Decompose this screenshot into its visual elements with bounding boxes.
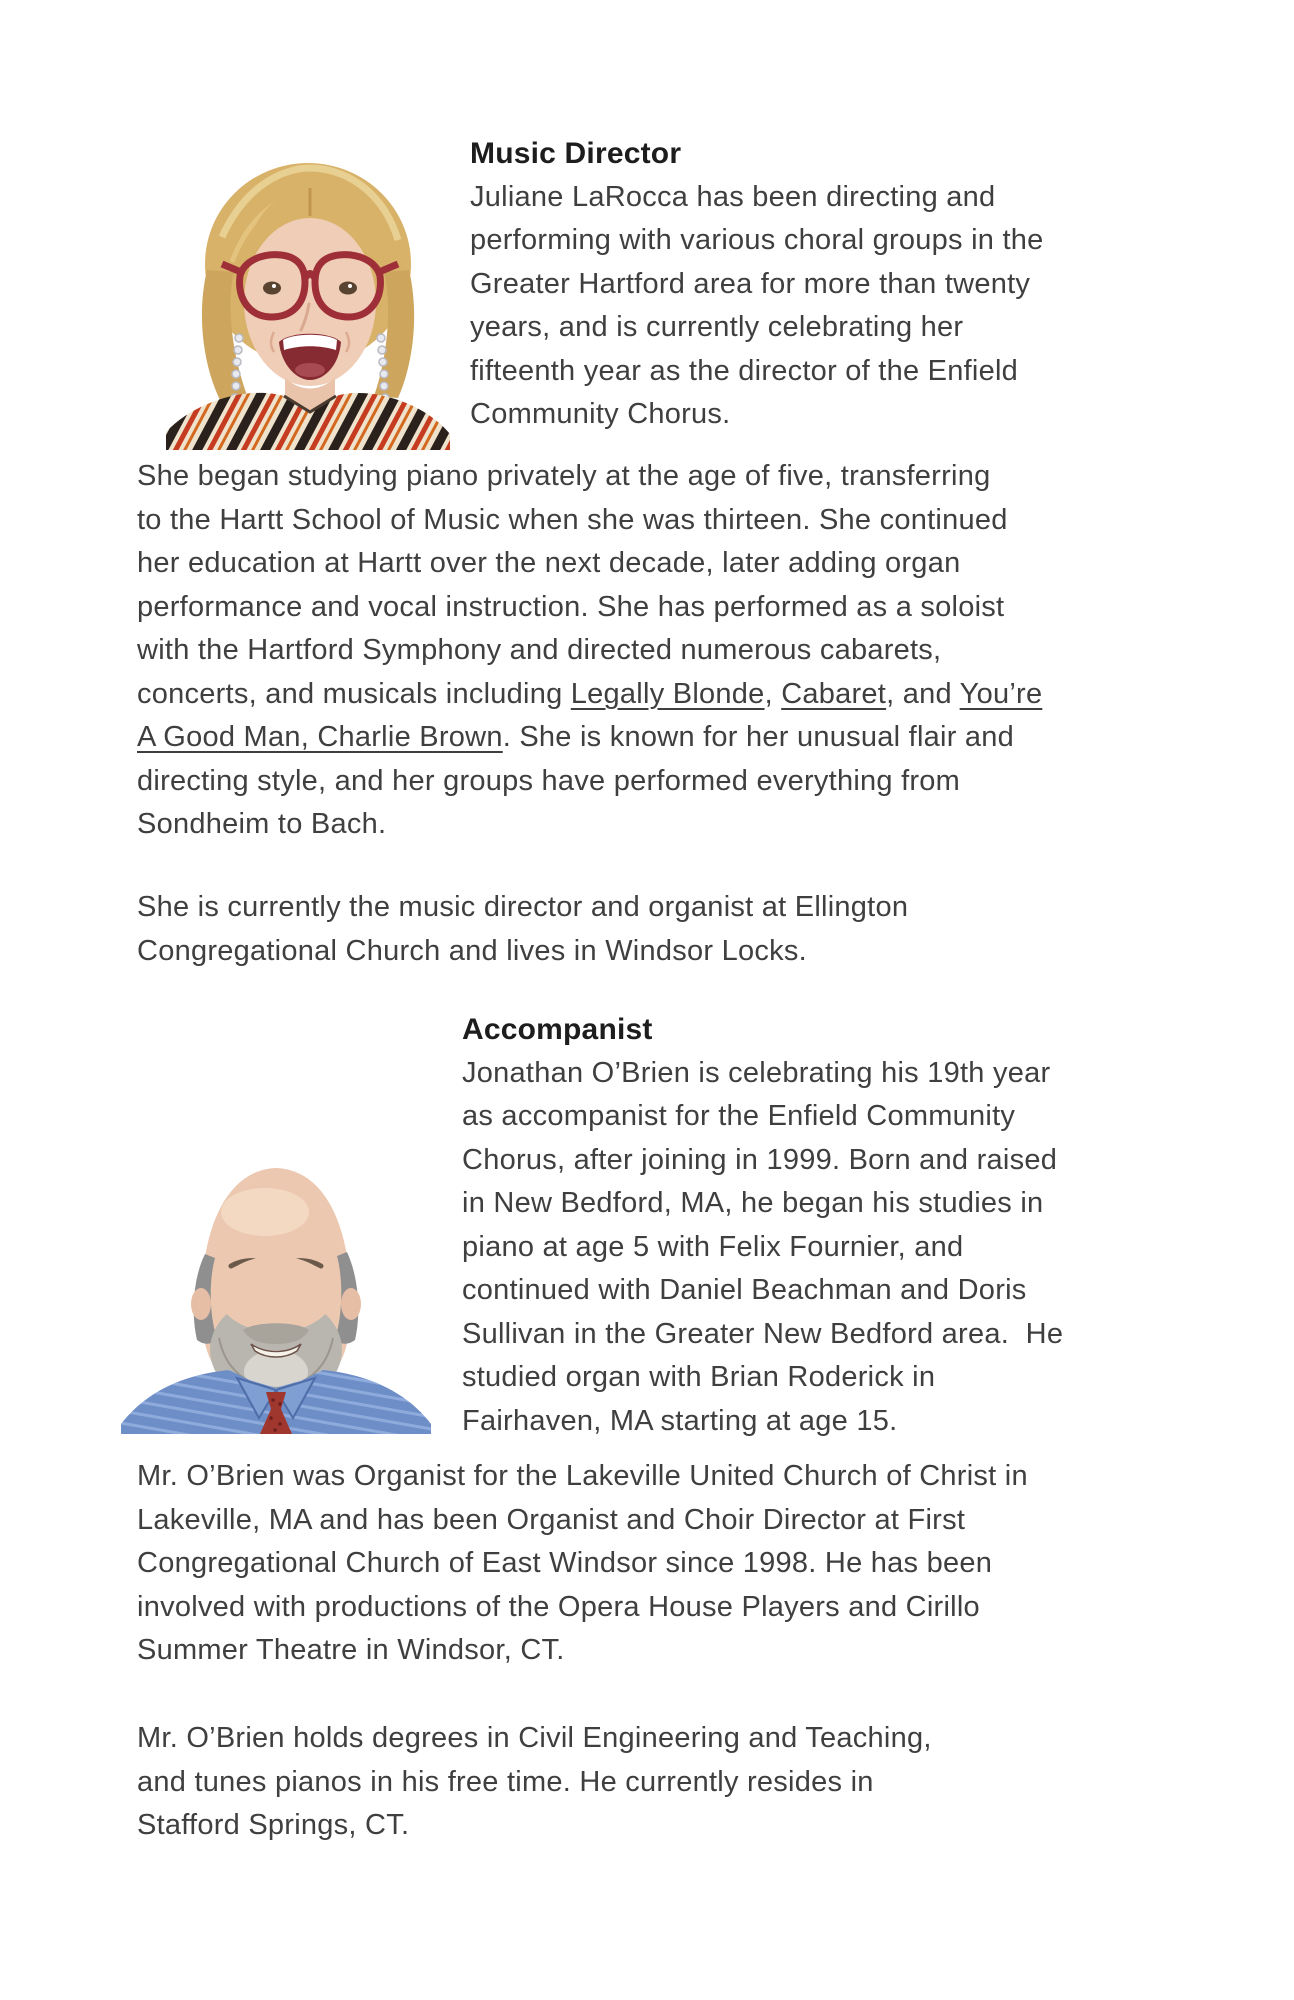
director-bio-paragraph-1 bbox=[137, 455, 1042, 847]
text-line bbox=[470, 176, 1044, 220]
music-director-section bbox=[470, 132, 1044, 437]
text-line bbox=[137, 1717, 932, 1761]
music-director-heading: Music Director bbox=[470, 137, 682, 170]
text-line bbox=[137, 1499, 1028, 1543]
text-line bbox=[470, 219, 1044, 263]
underlined-title: Legally Blonde bbox=[570, 677, 765, 710]
portrait-juliane-larocca-illustration bbox=[152, 142, 464, 450]
text-segment: involved with productions of the Opera House Players and Cirillo bbox=[137, 1590, 980, 1623]
text-line bbox=[470, 306, 1044, 350]
text-segment: Sullivan in the Greater New Bedford area. He bbox=[462, 1317, 1064, 1350]
text-line bbox=[462, 1400, 1063, 1444]
music-director-photo bbox=[152, 142, 464, 450]
text-segment: Jonathan O’Brien is celebrating his 19th year bbox=[462, 1056, 1051, 1089]
text-line bbox=[462, 1226, 1063, 1270]
text-line bbox=[470, 263, 1044, 307]
text-line bbox=[470, 393, 1044, 437]
text-line bbox=[470, 350, 1044, 394]
text-line bbox=[137, 886, 908, 930]
text-line bbox=[462, 1052, 1063, 1096]
text-line bbox=[137, 803, 1042, 847]
text-segment: Stafford Springs, CT. bbox=[137, 1809, 410, 1841]
text-segment: . She is known for her unusual flair and bbox=[502, 721, 1015, 753]
underlined-title: Cabaret bbox=[781, 677, 887, 710]
text-line bbox=[137, 499, 1042, 543]
text-line bbox=[137, 1804, 932, 1848]
text-line bbox=[462, 1356, 1063, 1400]
text-segment: and tunes pianos in his free time. He currently resides in bbox=[137, 1765, 874, 1798]
text-segment: directing style, and her groups have performed everything from bbox=[137, 764, 961, 797]
text-segment: years, and is currently celebrating her bbox=[470, 311, 964, 343]
text-line bbox=[462, 1139, 1063, 1183]
text-segment: Community Chorus. bbox=[470, 398, 731, 430]
text-segment: Congregational Church and lives in Windsor Locks. bbox=[137, 934, 807, 967]
accompanist-section bbox=[462, 1008, 1063, 1443]
text-segment: continued with Daniel Beachman and Doris bbox=[462, 1274, 1027, 1306]
text-line bbox=[137, 1629, 1028, 1673]
text-line bbox=[137, 1586, 1028, 1630]
text-segment: Sondheim to Bach. bbox=[137, 808, 387, 840]
text-line bbox=[137, 1542, 1028, 1586]
text-segment: her education at Hartt over the next decade, later adding organ bbox=[137, 547, 961, 579]
text-line bbox=[137, 930, 908, 974]
accompanist-bio-paragraph-1 bbox=[137, 1455, 1028, 1673]
text-line bbox=[462, 1313, 1063, 1357]
text-line bbox=[137, 586, 1042, 630]
text-segment: concerts, and musicals including bbox=[137, 677, 571, 710]
text-segment: Greater Hartford area for more than twenty bbox=[470, 267, 1031, 300]
text-segment: Mr. O’Brien holds degrees in Civil Engineering and Teaching, bbox=[137, 1722, 932, 1754]
accompanist-intro bbox=[462, 1052, 1063, 1444]
text-line bbox=[137, 760, 1042, 804]
text-line bbox=[137, 455, 1042, 499]
text-segment: to the Hartt School of Music when she was thirteen. She continued bbox=[137, 503, 1008, 536]
text-line bbox=[137, 1761, 932, 1805]
text-line bbox=[137, 716, 1042, 760]
accompanist-bio-paragraph-2 bbox=[137, 1717, 932, 1848]
text-segment: Congregational Church of East Windsor since 1998. He has been bbox=[137, 1547, 993, 1579]
text-line bbox=[137, 673, 1042, 717]
text-segment: with the Hartford Symphony and directed numerous cabarets, bbox=[137, 634, 942, 666]
underlined-title: You’re bbox=[959, 677, 1043, 710]
text-segment: studied organ with Brian Roderick in bbox=[462, 1361, 936, 1393]
text-segment: piano at age 5 with Felix Fournier, and bbox=[462, 1230, 964, 1263]
text-segment: Lakeville, MA and has been Organist and Choir Director at First bbox=[137, 1503, 966, 1536]
director-bio-paragraph-2 bbox=[137, 886, 908, 973]
text-segment: Juliane LaRocca has been directing and bbox=[470, 180, 996, 213]
underlined-title: A Good Man, Charlie Brown bbox=[137, 721, 503, 753]
accompanist-heading: Accompanist bbox=[462, 1013, 653, 1046]
text-segment: She began studying piano privately at the age of five, transferring bbox=[137, 460, 991, 492]
text-segment: performing with various choral groups in the bbox=[470, 224, 1044, 256]
text-line bbox=[137, 1455, 1028, 1499]
text-segment: Fairhaven, MA starting at age 15. bbox=[462, 1404, 898, 1437]
text-line bbox=[462, 1269, 1063, 1313]
text-segment: She is currently the music director and organist at Ellington bbox=[137, 891, 909, 923]
text-segment: , and bbox=[886, 677, 960, 710]
text-segment: , bbox=[764, 677, 782, 710]
text-line bbox=[137, 542, 1042, 586]
text-line bbox=[462, 1182, 1063, 1226]
text-segment: Chorus, after joining in 1999. Born and raised bbox=[462, 1143, 1058, 1176]
text-segment: as accompanist for the Enfield Community bbox=[462, 1100, 1016, 1132]
accompanist-photo bbox=[115, 1128, 437, 1434]
text-line bbox=[462, 1095, 1063, 1139]
text-segment: performance and vocal instruction. She has performed as a soloist bbox=[137, 590, 1005, 623]
text-segment: Mr. O’Brien was Organist for the Lakeville United Church of Christ in bbox=[137, 1460, 1028, 1492]
text-segment: Summer Theatre in Windsor, CT. bbox=[137, 1634, 565, 1666]
text-segment: in New Bedford, MA, he began his studies in bbox=[462, 1187, 1044, 1219]
portrait-jonathan-obrien-illustration bbox=[115, 1128, 437, 1434]
text-segment: fifteenth year as the director of the Enfield bbox=[470, 354, 1019, 387]
music-director-intro bbox=[470, 176, 1044, 437]
text-line bbox=[137, 629, 1042, 673]
